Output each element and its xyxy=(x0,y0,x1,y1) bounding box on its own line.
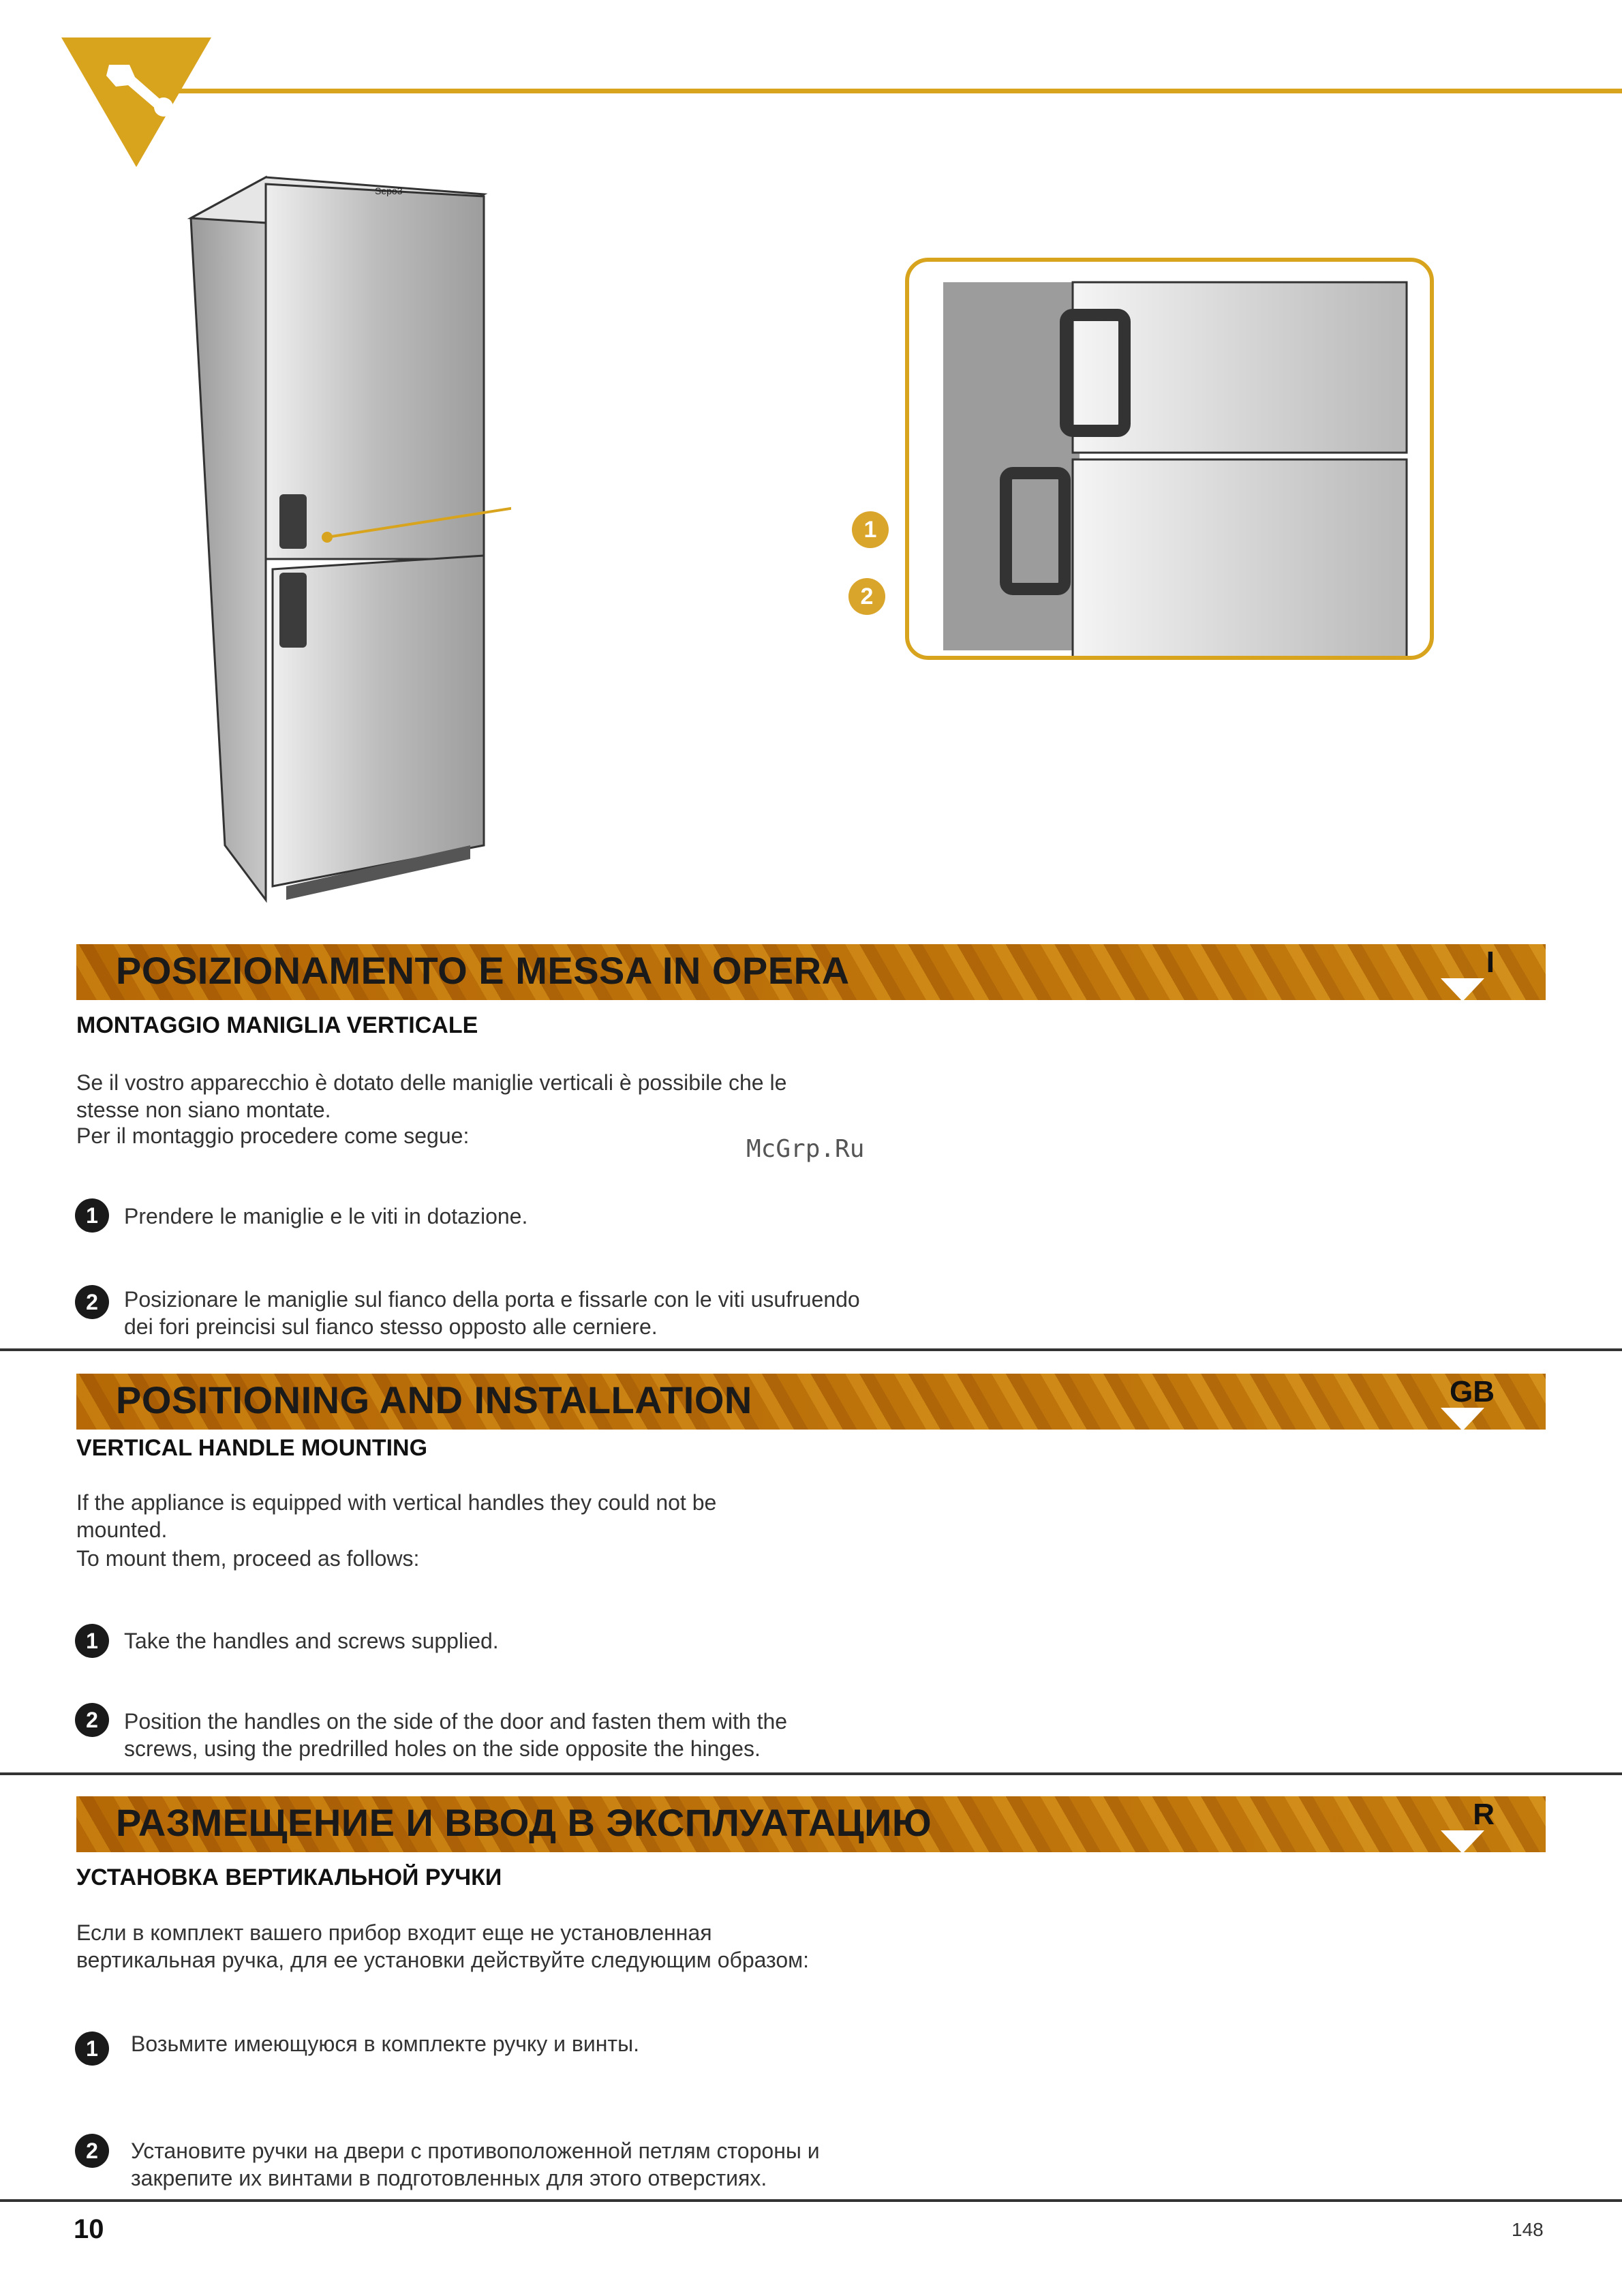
footer-divider xyxy=(0,2199,1622,2202)
section-banner-ru xyxy=(76,1796,1546,1852)
subtitle-ru: УСТАНОВКА ВЕРТИКАЛЬНОЙ РУЧКИ xyxy=(76,1864,502,1890)
callout-1: 1 xyxy=(852,511,889,548)
section-banner-it xyxy=(76,944,1546,1000)
step-ru-1: Возьмите имеющуюся в комплекте ручку и винты. xyxy=(131,2031,639,2056)
section-title-it: POSIZIONAMENTO E MESSA IN OPERA xyxy=(116,949,850,992)
intro-it-1: Se il vostro apparecchio è dotato delle maniglie verticali è possibile che le stesse non siano montate. xyxy=(76,1070,787,1122)
step-badge-it-1: 1 xyxy=(75,1198,109,1233)
step-badge-ru-2: 2 xyxy=(75,2134,109,2168)
subtitle-gb: VERTICAL HANDLE MOUNTING xyxy=(76,1435,428,1461)
section-title-gb: POSITIONING AND INSTALLATION xyxy=(116,1378,752,1421)
intro-ru-1: Если в комплект вашего прибор входит еще не установленная вертикальная ручка, для ее установки действуйте следующим образом: xyxy=(76,1920,810,1972)
lang-code-ru: R xyxy=(1473,1798,1495,1831)
page-number: 10 xyxy=(74,2214,104,2244)
section-divider xyxy=(0,1772,1622,1775)
step-badge-it-2: 2 xyxy=(75,1285,109,1319)
handle-detail-zoom xyxy=(905,258,1434,660)
step-it-1: Prendere le maniglie e le viti in dotazione. xyxy=(124,1204,528,1228)
section-title-ru: РАЗМЕЩЕНИЕ И ВВОД В ЭКСПЛУАТАЦИЮ xyxy=(116,1801,932,1844)
step-gb-1: Take the handles and screws supplied. xyxy=(124,1629,499,1653)
lang-code-it: I xyxy=(1486,946,1495,979)
subtitle-it: MONTAGGIO MANIGLIA VERTICALE xyxy=(76,1012,478,1038)
section-banner-gb xyxy=(76,1374,1546,1430)
fridge-illustration xyxy=(184,164,511,920)
header-rule xyxy=(102,89,1622,93)
fridge-brand: Sepo3 xyxy=(375,185,403,196)
step-badge-gb-2: 2 xyxy=(75,1703,109,1737)
step-it-2: Posizionare le maniglie sul fianco della porta e fissarle con le viti usufruendo dei fori preincisi sul fianco stesso opposto alle cerniere. xyxy=(124,1287,860,1339)
intro-gb-2: To mount them, proceed as follows: xyxy=(76,1546,420,1571)
doc-number: 148 xyxy=(1512,2219,1544,2240)
step-badge-gb-1: 1 xyxy=(75,1624,109,1658)
step-ru-2: Установите ручки на двери с противоположенной петлям стороны и закрепите их винтами в подготовленных для этого отверстиях. xyxy=(131,2139,820,2190)
watermark: McGrp.Ru xyxy=(746,1135,865,1163)
callout-2: 2 xyxy=(848,578,885,615)
intro-it-2: Per il montaggio procedere come segue: xyxy=(76,1123,470,1148)
step-badge-ru-1: 1 xyxy=(75,2031,109,2066)
lang-code-gb: GB xyxy=(1450,1375,1495,1408)
step-gb-2: Position the handles on the side of the door and fasten them with the screws, using the predrilled holes on the side opposite the hinges. xyxy=(124,1709,788,1761)
intro-gb-1: If the appliance is equipped with vertical handles they could not be mounted. xyxy=(76,1490,717,1542)
wrench-icon xyxy=(61,37,211,167)
section-divider xyxy=(0,1348,1622,1351)
